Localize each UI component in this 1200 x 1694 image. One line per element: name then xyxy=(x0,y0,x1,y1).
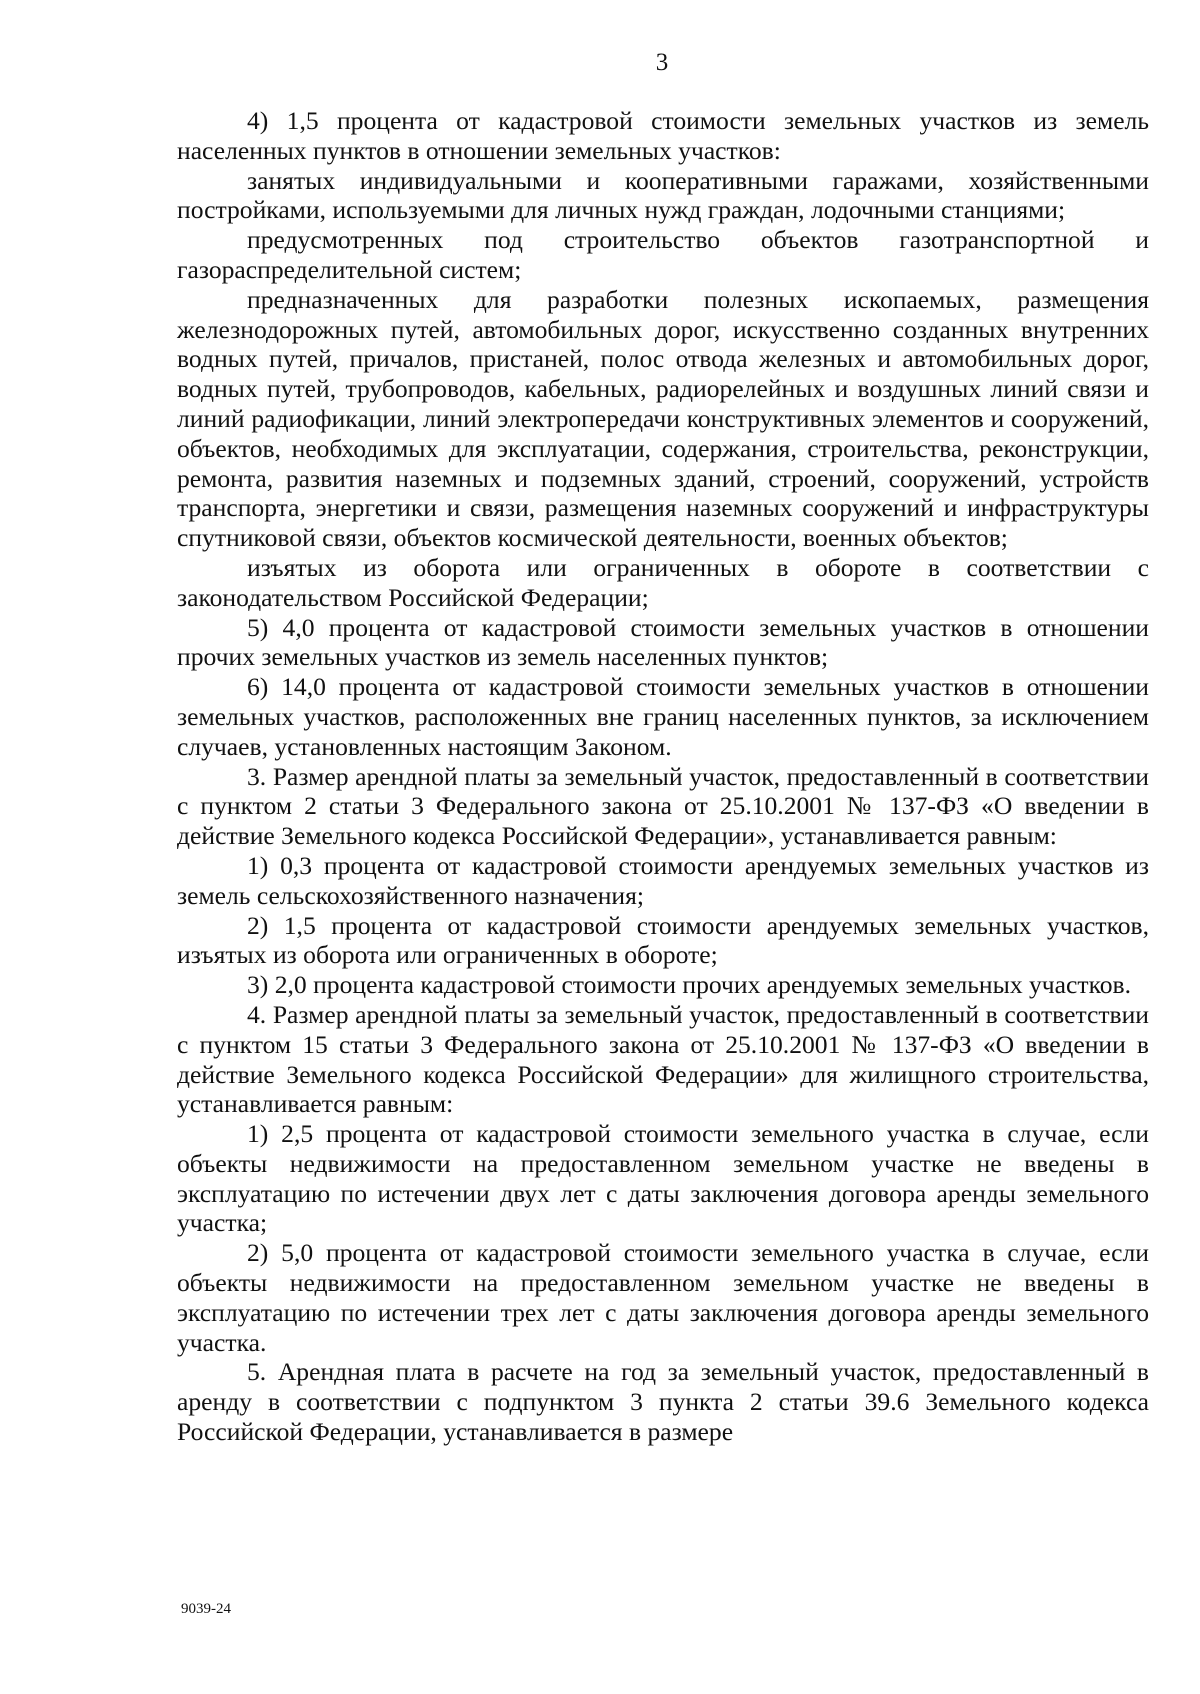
paragraph-item-4: 4) 1,5 процента от кадастровой стоимости земельных участков из земель населенных пунктов в отношении земельных участков: xyxy=(177,106,1149,165)
paragraph-gas-systems: предусмотренных под строительство объектов газотранспортной и газораспределительной систем; xyxy=(177,225,1149,284)
paragraph-section-4: 4. Размер арендной платы за земельный участок, предоставленный в соответствии с пунктом 15 статьи 3 Федерального закона от 25.10.2001 № 137-ФЗ «О введении в действие Земельного кодекса Российской Федерации» для жилищного строительства, устанавливается равным: xyxy=(177,999,1149,1119)
paragraph-item-5: 5) 4,0 процента от кадастровой стоимости земельных участков в отношении прочих земельных участков из земель населенных пунктов; xyxy=(177,612,1149,672)
paragraph-section-4-item-1: 1) 2,5 процента от кадастровой стоимости земельного участка в случае, если объекты недвижимости на предоставленном земельном участке не введены в эксплуатацию по истечении двух лет с даты заключения договора аренды земельного участка; xyxy=(177,1119,1149,1238)
page-number: 3 xyxy=(655,49,669,76)
document-body xyxy=(177,106,1149,1447)
paragraph-section-4-item-2: 2) 5,0 процента от кадастровой стоимости земельного участка в случае, если объекты недвижимости на предоставленном земельном участке не введены в эксплуатацию по истечении трех лет с даты заключения договора аренды земельного участка. xyxy=(177,1238,1149,1357)
paragraph-section-3-item-1: 1) 0,3 процента от кадастровой стоимости арендуемых земельных участков из земель сельскохозяйственного назначения; xyxy=(177,850,1149,910)
paragraph-item-6: 6) 14,0 процента от кадастровой стоимости земельных участков в отношении земельных участков, расположенных вне границ населенных пунктов, за исключением случаев, установленных настоящим Законом. xyxy=(177,672,1149,761)
paragraph-withdrawn: изъятых из оборота или ограниченных в обороте в соответствии с законодательством Российской Федерации; xyxy=(177,552,1149,612)
paragraph-section-5: 5. Арендная плата в расчете на год за земельный участок, предоставленный в аренду в соответствии с подпунктом 3 пункта 2 статьи 39.6 Земельного кодекса Российской Федерации, устанавливается в размере xyxy=(177,1357,1149,1447)
paragraph-infrastructure: предназначенных для разработки полезных ископаемых, размещения железнодорожных путей, автомобильных дорог, искусственно созданных внутренних водных путей, причалов, пристаней, полос отвода железных и автомобильных дорог, водных путей, трубопроводов, кабельных, радиорелейных и воздушных линий связи и линий радиофикации, линий электропередачи конструктивных элементов и сооружений, объектов, необходимых для эксплуатации, содержания, строительства, реконструкции, ремонта, развития наземных и подземных зданий, строений, сооружений, устройств транспорта, энергетики и связи, размещения наземных сооружений и инфраструктуры спутниковой связи, объектов космической деятельности, военных объектов; xyxy=(177,284,1149,553)
paragraph-section-3-item-2: 2) 1,5 процента от кадастровой стоимости арендуемых земельных участков, изъятых из оборота или ограниченных в обороте; xyxy=(177,910,1149,970)
paragraph-garages: занятых индивидуальными и кооперативными гаражами, хозяйственными постройками, используемыми для личных нужд граждан, лодочными станциями; xyxy=(177,165,1149,225)
paragraph-section-3-item-3: 3) 2,0 процента кадастровой стоимости прочих арендуемых земельных участков. xyxy=(247,970,1131,1000)
paragraph-section-3: 3. Размер арендной платы за земельный участок, предоставленный в соответствии с пунктом 2 статьи 3 Федерального закона от 25.10.2001 № 137-ФЗ «О введении в действие Земельного кодекса Российской Федерации», устанавливается равным: xyxy=(177,761,1149,851)
document-code: 9039-24 xyxy=(181,1601,231,1617)
